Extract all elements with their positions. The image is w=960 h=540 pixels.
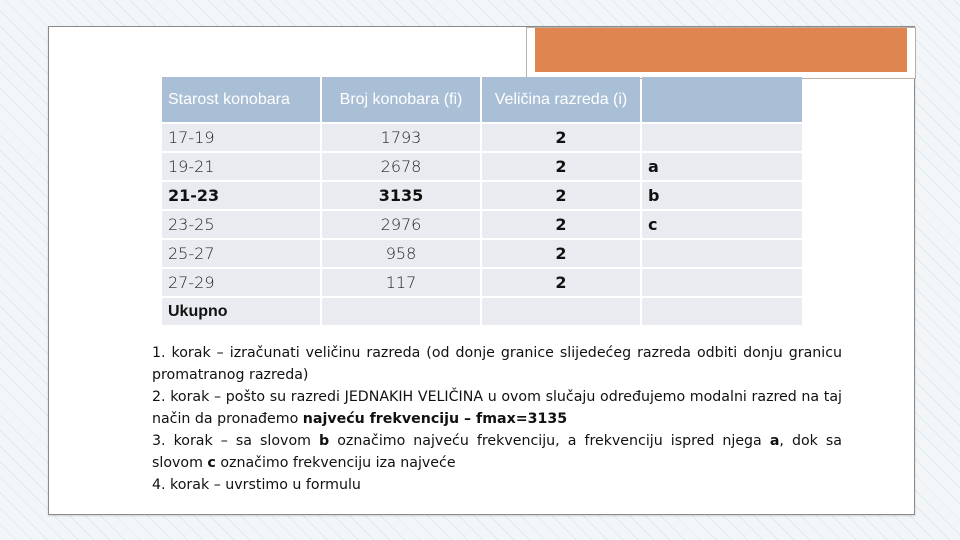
cell-total-label-col (642, 298, 802, 325)
header-label (642, 77, 802, 122)
step-3-letter-a: a (769, 433, 780, 449)
cell-count: 2678 (322, 153, 480, 180)
step-2-intro: 2. korak – pošto su razredi JEDNAKIH VELIČINA u ovom slučaju određujemo modalni razred na taj način da pronađemo (152, 389, 842, 427)
cell-age: 27-29 (162, 269, 320, 296)
cell-total-class-size (482, 298, 640, 325)
cell-class-size: 2 (482, 182, 640, 209)
step-1-text: 1. korak – izračunati veličinu razreda (od donje granice slijedećeg razreda odbiti donju granicu promatranog razreda) (152, 345, 842, 383)
cell-class-size: 2 (482, 124, 640, 151)
step-4-text: 4. korak – uvrstimo u formulu (152, 477, 361, 493)
step-3-part: 3. korak – sa slovom (152, 433, 319, 449)
table-row (162, 182, 802, 209)
table-header-row (162, 77, 802, 122)
step-3-text (152, 430, 842, 474)
cell-age: 19-21 (162, 153, 320, 180)
step-3-part: , dok sa slovom (152, 433, 842, 471)
step-3-letter-c: c (207, 455, 216, 471)
step-2-text (152, 386, 842, 430)
table-row (162, 153, 802, 180)
cell-count: 3135 (322, 182, 480, 209)
cell-total-count (322, 298, 480, 325)
cell-age: 25-27 (162, 240, 320, 267)
table-row (162, 211, 802, 238)
step-3-letter-b: b (319, 433, 330, 449)
cell-class-size: 2 (482, 269, 640, 296)
frequency-table (160, 75, 804, 327)
step-3-part: označimo najveću frekvenciju, a frekvenciju ispred njega (329, 433, 770, 449)
title-accent-box (526, 27, 916, 79)
cell-label: c (642, 211, 802, 238)
cell-count: 1793 (322, 124, 480, 151)
cell-age: 23-25 (162, 211, 320, 238)
table-row (162, 124, 802, 151)
header-count: Broj konobara (fi) (322, 77, 480, 122)
instructions-text (152, 342, 842, 496)
step-3-part: označimo frekvenciju iza najveće (215, 455, 456, 471)
cell-count: 958 (322, 240, 480, 267)
cell-class-size: 2 (482, 240, 640, 267)
cell-age: 17-19 (162, 124, 320, 151)
cell-class-size: 2 (482, 211, 640, 238)
cell-label: b (642, 182, 802, 209)
header-class-size: Veličina razreda (i) (482, 77, 640, 122)
cell-count: 2976 (322, 211, 480, 238)
step-2-highlight: najveću frekvenciju – fmax=3135 (302, 411, 568, 427)
cell-label: a (642, 153, 802, 180)
table-row (162, 240, 802, 267)
cell-age: 21-23 (162, 182, 320, 209)
cell-label (642, 240, 802, 267)
cell-total-label: Ukupno (162, 298, 320, 325)
cell-label (642, 269, 802, 296)
table-total-row (162, 298, 802, 325)
title-accent-fill (535, 28, 907, 72)
table-row (162, 269, 802, 296)
cell-count: 117 (322, 269, 480, 296)
header-age: Starost konobara (162, 77, 320, 122)
cell-class-size: 2 (482, 153, 640, 180)
cell-label (642, 124, 802, 151)
